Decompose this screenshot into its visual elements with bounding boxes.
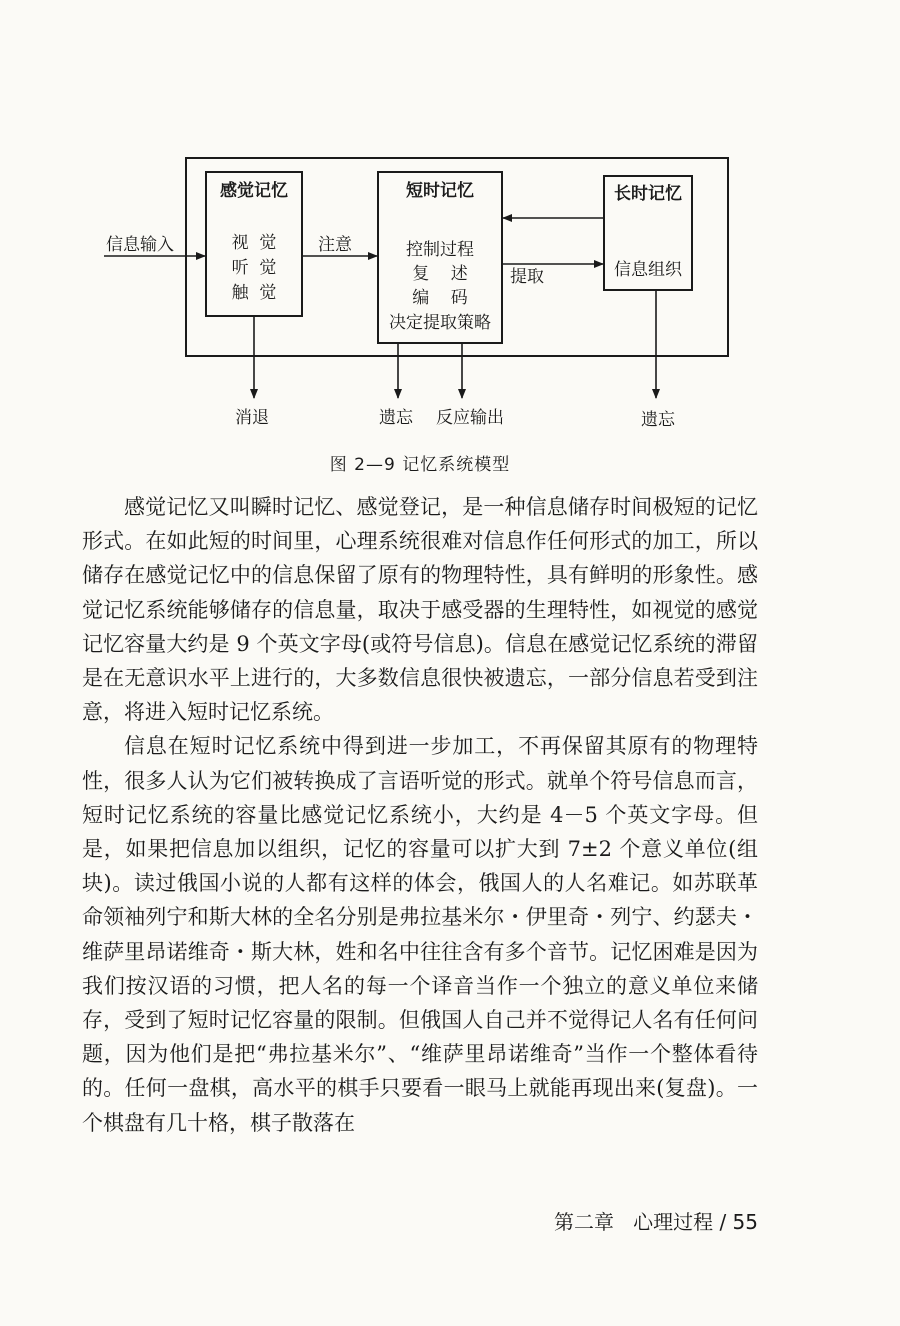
body-text bbox=[82, 490, 758, 1140]
sensory-memory-title: 感觉记忆 bbox=[220, 181, 288, 201]
short-term-item-encoding: 编 码 bbox=[412, 288, 468, 308]
long-term-memory-title: 长时记忆 bbox=[614, 184, 682, 204]
short-term-item-strategy: 决定提取策略 bbox=[389, 313, 491, 333]
decay-label: 消退 bbox=[235, 408, 269, 428]
response-label: 反应输出 bbox=[436, 408, 504, 428]
input-label: 信息输入 bbox=[106, 235, 174, 255]
sensory-item-auditory: 听 觉 bbox=[231, 258, 277, 278]
figure-caption: 图 2—9 记忆系统模型 bbox=[329, 455, 511, 475]
page-footer: 第二章 心理过程 / 55 bbox=[554, 1210, 758, 1234]
paragraph-sensory-memory: 感觉记忆又叫瞬时记忆、感觉登记，是一种信息储存时间极短的记忆形式。在如此短的时间里，心理系统很难对信息作任何形式的加工，所以储存在感觉记忆中的信息保留了原有的物理特性，具有鲜明的形象性。感觉记忆系统能够储存的信息量，取决于感受器的生理特性，如视觉的感觉记忆容量大约是 9 个英文字母(或符号信息)。信息在感觉记忆系统的滞留是在无意识水平上进行的，大多数信息很快被遗忘，一部分信息若受到注意，将进入短时记忆系统。 bbox=[82, 495, 758, 725]
long-term-item-organization: 信息组织 bbox=[614, 260, 682, 280]
forget-label-short: 遗忘 bbox=[379, 408, 413, 428]
retrieval-label: 提取 bbox=[510, 267, 544, 287]
short-term-item-control: 控制过程 bbox=[406, 240, 474, 260]
attention-label: 注意 bbox=[318, 235, 352, 255]
short-term-item-rehearsal: 复 述 bbox=[412, 264, 468, 284]
memory-system-diagram bbox=[0, 0, 900, 440]
sensory-item-tactile: 触 觉 bbox=[231, 283, 277, 303]
paragraph-short-term-memory: 信息在短时记忆系统中得到进一步加工，不再保留其原有的物理特性，很多人认为它们被转换成了言语听觉的形式。就单个符号信息而言，短时记忆系统的容量比感觉记忆系统小，大约是 4－5 个英文字母。但是，如果把信息加以组织，记忆的容量可以扩大到 7±2 个意义单位(组块)。读过俄国小说的人都有这样的体会，俄国人的人名难记。如苏联革命领袖列宁和斯大林的全名分别是弗拉基米尔・伊里奇・列宁、约瑟夫・维萨里昂诺维奇・斯大林，姓和名中往往含有多个音节。记忆困难是因为我们按汉语的习惯，把人名的每一个译音当作一个独立的意义单位来储存，受到了短时记忆容量的限制。但俄国人自己并不觉得记人名有任何问题，因为他们是把“弗拉基米尔”、“维萨里昂诺维奇”当作一个整体看待的。任何一盘棋，高水平的棋手只要看一眼马上就能再现出来(复盘)。一个棋盘有几十格，棋子散落在 bbox=[82, 734, 758, 1135]
short-term-memory-title: 短时记忆 bbox=[406, 181, 474, 201]
sensory-item-visual: 视 觉 bbox=[231, 233, 277, 253]
forget-label-long: 遗忘 bbox=[641, 410, 675, 430]
